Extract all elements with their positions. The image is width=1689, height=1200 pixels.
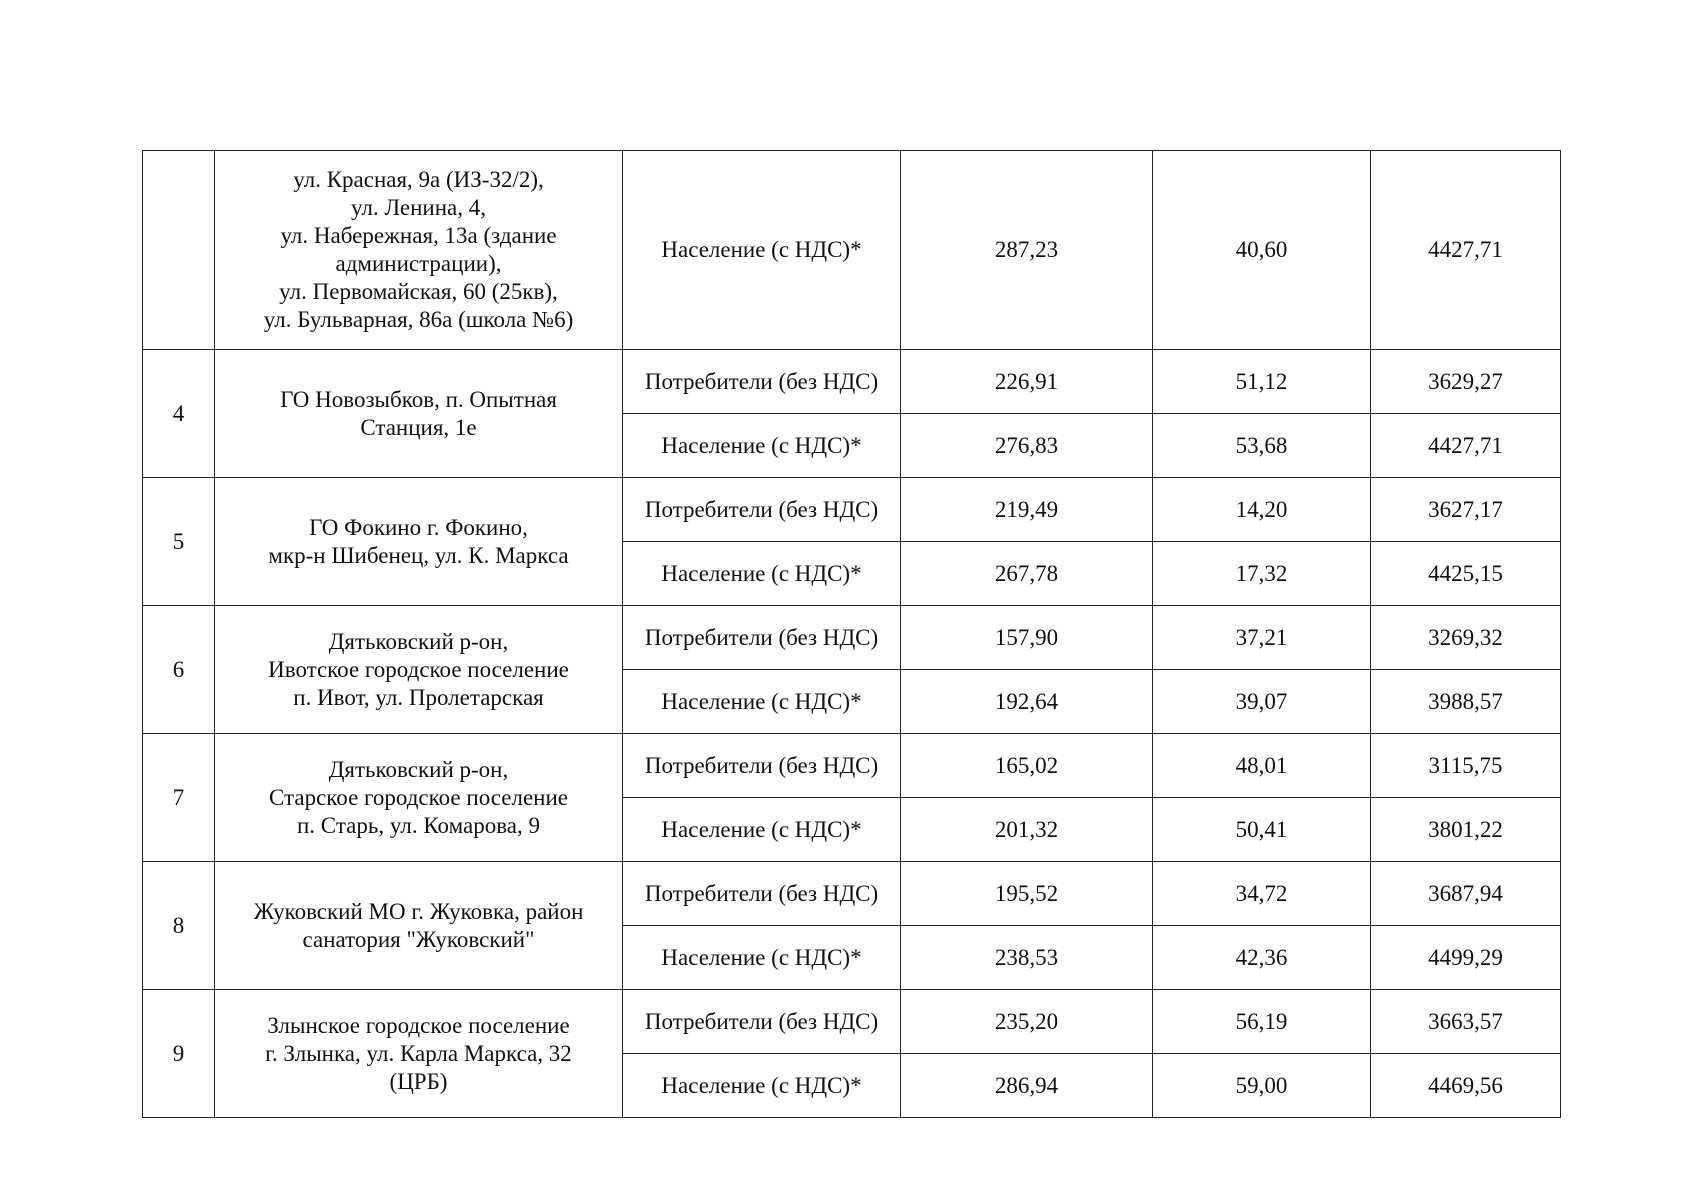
address-line: мкр-н Шибенец, ул. К. Маркса bbox=[268, 542, 569, 568]
row-number-cell: 7 bbox=[143, 734, 215, 862]
value-cell: 4499,29 bbox=[1371, 926, 1561, 990]
value-cell: 3663,57 bbox=[1371, 990, 1561, 1054]
row-number-cell: 8 bbox=[143, 862, 215, 990]
value-cell: 40,60 bbox=[1153, 151, 1371, 350]
address-cell bbox=[215, 606, 623, 734]
value-cell: 39,07 bbox=[1153, 670, 1371, 734]
address-line: ул. Набережная, 13а (здание bbox=[280, 223, 557, 248]
address-line: Ивотское городское поселение bbox=[268, 656, 569, 682]
value-cell: 3629,27 bbox=[1371, 350, 1561, 414]
address-line: п. Ивот, ул. Пролетарская bbox=[293, 684, 544, 710]
address-line: ул. Бульварная, 86а (школа №6) bbox=[263, 307, 574, 332]
category-cell: Население (с НДС)* bbox=[623, 1054, 901, 1118]
row-number-cell: 6 bbox=[143, 606, 215, 734]
value-cell: 3801,22 bbox=[1371, 798, 1561, 862]
value-cell: 3269,32 bbox=[1371, 606, 1561, 670]
address-cell bbox=[215, 478, 623, 606]
table-row bbox=[143, 734, 1561, 798]
address-cell bbox=[215, 151, 623, 350]
value-cell: 267,78 bbox=[901, 542, 1153, 606]
value-cell: 219,49 bbox=[901, 478, 1153, 542]
value-cell: 4425,15 bbox=[1371, 542, 1561, 606]
value-cell: 201,32 bbox=[901, 798, 1153, 862]
value-cell: 165,02 bbox=[901, 734, 1153, 798]
address-line: санатория "Жуковский" bbox=[302, 926, 535, 952]
category-cell: Потребители (без НДС) bbox=[623, 478, 901, 542]
value-cell: 14,20 bbox=[1153, 478, 1371, 542]
address-cell bbox=[215, 990, 623, 1118]
value-cell: 34,72 bbox=[1153, 862, 1371, 926]
value-cell: 48,01 bbox=[1153, 734, 1371, 798]
value-cell: 59,00 bbox=[1153, 1054, 1371, 1118]
address-line: ул. Красная, 9а (ИЗ-32/2), bbox=[293, 167, 544, 192]
address-line: Жуковский МО г. Жуковка, район bbox=[253, 898, 584, 924]
value-cell: 3115,75 bbox=[1371, 734, 1561, 798]
value-cell: 50,41 bbox=[1153, 798, 1371, 862]
address-line: ул. Первомайская, 60 (25кв), bbox=[279, 279, 558, 304]
address-cell bbox=[215, 734, 623, 862]
value-cell: 235,20 bbox=[901, 990, 1153, 1054]
table-row bbox=[143, 151, 1561, 350]
address-line: (ЦРБ) bbox=[389, 1068, 448, 1094]
value-cell: 157,90 bbox=[901, 606, 1153, 670]
row-number-cell: 4 bbox=[143, 350, 215, 478]
address-line: ГО Фокино г. Фокино, bbox=[309, 514, 528, 540]
address-line: Дятьковский р-он, bbox=[328, 756, 509, 782]
value-cell: 192,64 bbox=[901, 670, 1153, 734]
address-line: г. Злынка, ул. Карла Маркса, 32 bbox=[265, 1040, 572, 1066]
value-cell: 238,53 bbox=[901, 926, 1153, 990]
value-cell: 3988,57 bbox=[1371, 670, 1561, 734]
address-cell bbox=[215, 862, 623, 990]
category-cell: Население (с НДС)* bbox=[623, 926, 901, 990]
value-cell: 51,12 bbox=[1153, 350, 1371, 414]
value-cell: 4427,71 bbox=[1371, 151, 1561, 350]
category-cell: Потребители (без НДС) bbox=[623, 606, 901, 670]
category-cell: Население (с НДС)* bbox=[623, 670, 901, 734]
table-row bbox=[143, 478, 1561, 542]
category-cell: Население (с НДС)* bbox=[623, 798, 901, 862]
category-cell: Потребители (без НДС) bbox=[623, 350, 901, 414]
tariff-table-body bbox=[143, 151, 1561, 1118]
address-line: администрации), bbox=[335, 251, 502, 276]
address-line: Старское городское поселение bbox=[269, 784, 568, 810]
address-cell bbox=[215, 350, 623, 478]
value-cell: 195,52 bbox=[901, 862, 1153, 926]
address-line: п. Старь, ул. Комарова, 9 bbox=[297, 812, 540, 838]
value-cell: 17,32 bbox=[1153, 542, 1371, 606]
address-line: ул. Ленина, 4, bbox=[350, 195, 486, 220]
category-cell: Потребители (без НДС) bbox=[623, 734, 901, 798]
value-cell: 53,68 bbox=[1153, 414, 1371, 478]
category-cell: Потребители (без НДС) bbox=[623, 990, 901, 1054]
value-cell: 4427,71 bbox=[1371, 414, 1561, 478]
address-line: ГО Новозыбков, п. Опытная bbox=[280, 386, 557, 412]
value-cell: 37,21 bbox=[1153, 606, 1371, 670]
category-cell: Потребители (без НДС) bbox=[623, 862, 901, 926]
address-line: Дятьковский р-он, bbox=[328, 628, 509, 654]
value-cell: 42,36 bbox=[1153, 926, 1371, 990]
value-cell: 287,23 bbox=[901, 151, 1153, 350]
table-row bbox=[143, 862, 1561, 926]
table-row bbox=[143, 606, 1561, 670]
value-cell: 286,94 bbox=[901, 1054, 1153, 1118]
table-row bbox=[143, 350, 1561, 414]
row-number-cell bbox=[143, 151, 215, 350]
category-cell: Население (с НДС)* bbox=[623, 414, 901, 478]
value-cell: 56,19 bbox=[1153, 990, 1371, 1054]
value-cell: 226,91 bbox=[901, 350, 1153, 414]
address-line: Злынское городское поселение bbox=[267, 1012, 570, 1038]
scan-mark bbox=[1050, 1192, 1090, 1196]
category-cell: Население (с НДС)* bbox=[623, 542, 901, 606]
row-number-cell: 5 bbox=[143, 478, 215, 606]
category-cell: Население (с НДС)* bbox=[623, 151, 901, 350]
tariff-table bbox=[142, 150, 1561, 1118]
address-line: Станция, 1е bbox=[360, 414, 477, 440]
value-cell: 4469,56 bbox=[1371, 1054, 1561, 1118]
value-cell: 3627,17 bbox=[1371, 478, 1561, 542]
value-cell: 3687,94 bbox=[1371, 862, 1561, 926]
value-cell: 276,83 bbox=[901, 414, 1153, 478]
table-row bbox=[143, 990, 1561, 1054]
row-number-cell: 9 bbox=[143, 990, 215, 1118]
